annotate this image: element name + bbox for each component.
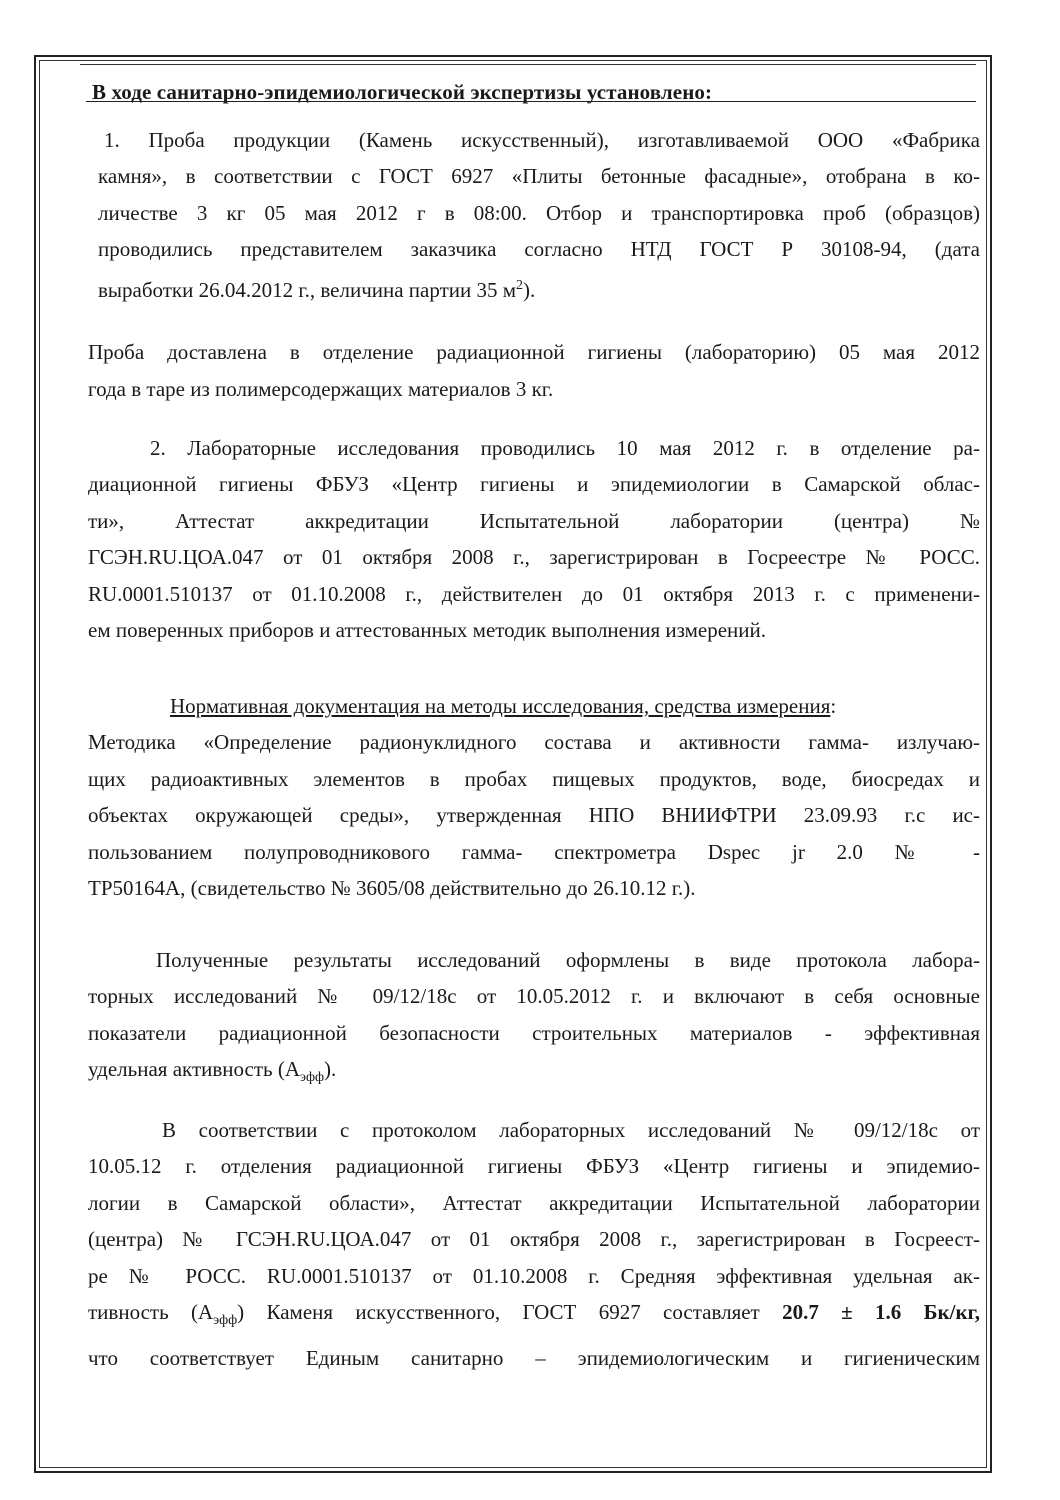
paragraph-sample: 1. Проба продукции (Камень искусственный), изготавливаемой ООО «Фабрика — [104, 128, 980, 152]
paragraph-results-first: Полученные результаты исследований оформлены в виде протокола лабора- — [156, 948, 980, 972]
heading-underline — [86, 101, 976, 102]
section-heading: В ходе санитарно-эпидемиологической экспертизы установлено: — [92, 80, 713, 104]
paragraph-conclusion: 10.05.12 г. отделения радиационной гигиены ФБУЗ «Центр гигиены и эпидемио- логии в Самарской области», Аттестат аккредитации Испытательной лаборатории (центра) № ГСЭН.RU.ЦОА.047 от 01 октября 2008 г., зарегистрирован в Госреест- ре № РОСС. RU.0001.510137 от 01.10.2008 г. Средняя эффективная удельная ак- тивность $(А_{эфф})$ Каменя искусственного, ГОСТ 6927 составляет 20.7 ± 1.6 Бк/кг, что соответствует Единым санитарно – эпидемиологическим и гигиеническим — [88, 1154, 980, 1370]
paragraph-normative: Методика «Определение радионуклидного состава и активности гамма- излучаю- щих радиоактивных элементов в пробах пищевых продуктов, воде, биосредах и объектах окружающей среды», утвержденная НПО ВНИИФТРИ 23.09.93 г.с ис- пользованием полупроводникового гамма- спектрометра Dspec jr 2.0 № - ТР50164А, (свидетельство № 3605/08 действительно до 26.10.12 г.). — [88, 730, 980, 900]
paragraph-conclusion-first: В соответствии с протоколом лабораторных исследований № 09/12/18с от — [162, 1118, 980, 1142]
top-rule — [80, 64, 976, 65]
paragraph-lab: диационной гигиены ФБУЗ «Центр гигиены и эпидемиологии в Самарской облас- ти», Аттестат аккредитации Испытательной лаборатории (центра) № ГСЭН.RU.ЦОА.047 от 01 октября 2008 г., зарегистрирован в Госреестре № РОСС. RU.0001.510137 от 01.10.2008 г., действителен до 01 октября 2013 г. с применени- ем поверенных приборов и аттестованных методик выполнения измерений. — [88, 472, 980, 642]
paragraph-normative-title: Нормативная документация на методы исследования, средства измерения: — [170, 694, 837, 718]
paragraph-lab-first: 2. Лабораторные исследования проводились 10 мая 2012 г. в отделение ра- — [150, 436, 980, 460]
paragraph-delivery: Проба доставлена в отделение радиационной гигиены (лабораторию) 05 мая 2012 года в таре из полимерсодержащих материалов 3 кг. — [88, 340, 980, 401]
activity-value: 20.7 ± 1.6 Бк/кг, — [782, 1300, 980, 1324]
paragraph-sample-cont: камня», в соответствии с ГОСТ 6927 «Плиты бетонные фасадные», отобрана в ко- личестве 3 кг 05 мая 2012 г в 08:00. Отбор и транспортировка проб (образцов) проводились представителем заказчика согласно НТД ГОСТ Р 30108-94, (дата выработки 26.04.2012 г., величина партии 35 $м^2$). — [98, 164, 980, 302]
paragraph-results: торных исследований № 09/12/18с от 10.05.2012 г. и включают в себя основные показатели радиационной безопасности строительных материалов - эффективная удельная активность $(А_{эфф})$. — [88, 984, 980, 1086]
